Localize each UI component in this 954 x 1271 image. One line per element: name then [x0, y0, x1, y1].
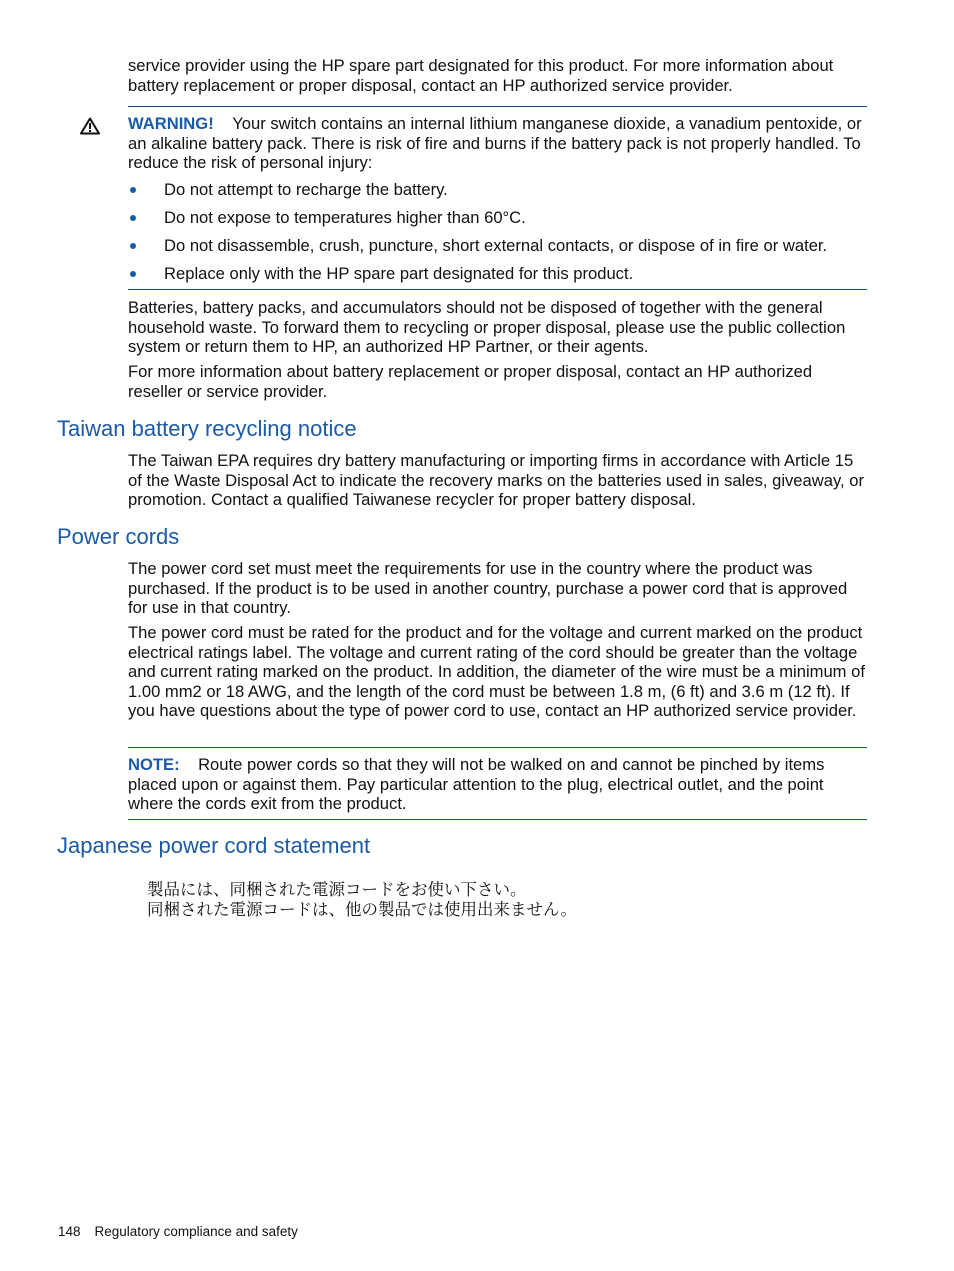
- footer-section-title: Regulatory compliance and safety: [94, 1224, 298, 1239]
- power-cords-paragraph-2: The power cord must be rated for the product and for the voltage and current marked on the product electrical ratings label. The voltage and current rating of the cord should be greater than the voltage and current rating marked on the product. In addition, the diameter of the wire must be a minimum of 1.00 mm2 or 18 AWG, and the length of the cord must be between 1.8 m, (6 ft) and 3.6 m (12 ft). If you have questions about the type of power cord to use, contact an HP authorized service provider.: [128, 623, 865, 720]
- taiwan-paragraph: The Taiwan EPA requires dry battery manufacturing or importing firms in accordance with Article 15 of the Waste Disposal Act to indicate the recovery marks on the batteries used in sales, giveaway, or promotion. Contact a qualified Taiwanese recycler for proper battery disposal.: [128, 451, 865, 509]
- bullet-icon: [130, 187, 136, 193]
- page-footer: [58, 1223, 298, 1241]
- disposal-paragraph-1: Batteries, battery packs, and accumulators should not be disposed of together with the general household waste. To forward them to recycling or proper disposal, please use the public collection system or return them to HP, an authorized HP Partner, or their agents.: [128, 298, 846, 356]
- note-bottom-rule: [128, 819, 867, 820]
- warning-bullet-list: [128, 176, 870, 288]
- list-item: [128, 204, 870, 232]
- list-item-text: Do not disassemble, crush, puncture, short external contacts, or dispose of in fire or water.: [164, 236, 828, 255]
- warning-label: WARNING!: [128, 114, 214, 133]
- list-item: [128, 260, 870, 288]
- list-item: [128, 232, 870, 260]
- warning-top-rule: [128, 106, 867, 107]
- warning-text: Your switch contains an internal lithium manganese dioxide, a vanadium pentoxide, or an alkaline battery pack. There is risk of fire and burns if the battery pack is not properly handled. To reduce the risk of personal injury:: [128, 114, 862, 172]
- bullet-icon: [130, 243, 136, 249]
- japanese-line-2: 同梱された電源コードは、他の製品では使用出来ません。: [147, 900, 577, 919]
- warning-bottom-rule: [128, 289, 867, 290]
- note-top-rule: [128, 747, 867, 748]
- power-cords-heading: Power cords: [57, 524, 180, 549]
- warning-triangle-icon: [80, 117, 100, 135]
- note-label: NOTE:: [128, 755, 180, 774]
- list-item: [128, 176, 870, 204]
- list-item-text: Do not attempt to recharge the battery.: [164, 180, 448, 199]
- power-cords-paragraph-1: The power cord set must meet the requirements for use in the country where the product was purchased. If the product is to be used in another country, purchase a power cord that is approved for use in that country.: [128, 559, 848, 617]
- warning-paragraph: [128, 114, 870, 173]
- japanese-heading: Japanese power cord statement: [57, 833, 371, 858]
- intro-paragraph: service provider using the HP spare part designated for this product. For more information about battery replacement or proper disposal, contact an HP authorized service provider.: [128, 56, 834, 95]
- page-number: 148: [58, 1224, 81, 1239]
- taiwan-heading: Taiwan battery recycling notice: [57, 416, 357, 441]
- list-item-text: Replace only with the HP spare part designated for this product.: [164, 264, 634, 283]
- list-item-text: Do not expose to temperatures higher than 60°C.: [164, 208, 526, 227]
- note-text: Route power cords so that they will not be walked on and cannot be pinched by items placed upon or against them. Pay particular attention to the plug, electrical outlet, and the point where the cords exit from the product.: [128, 755, 825, 813]
- bullet-icon: [130, 215, 136, 221]
- disposal-paragraph-2: For more information about battery replacement or proper disposal, contact an HP authorized reseller or service provider.: [128, 362, 813, 401]
- bullet-icon: [130, 271, 136, 277]
- note-paragraph: [128, 755, 870, 814]
- japanese-line-1: 製品には、同梱された電源コードをお使い下さい。: [147, 880, 527, 899]
